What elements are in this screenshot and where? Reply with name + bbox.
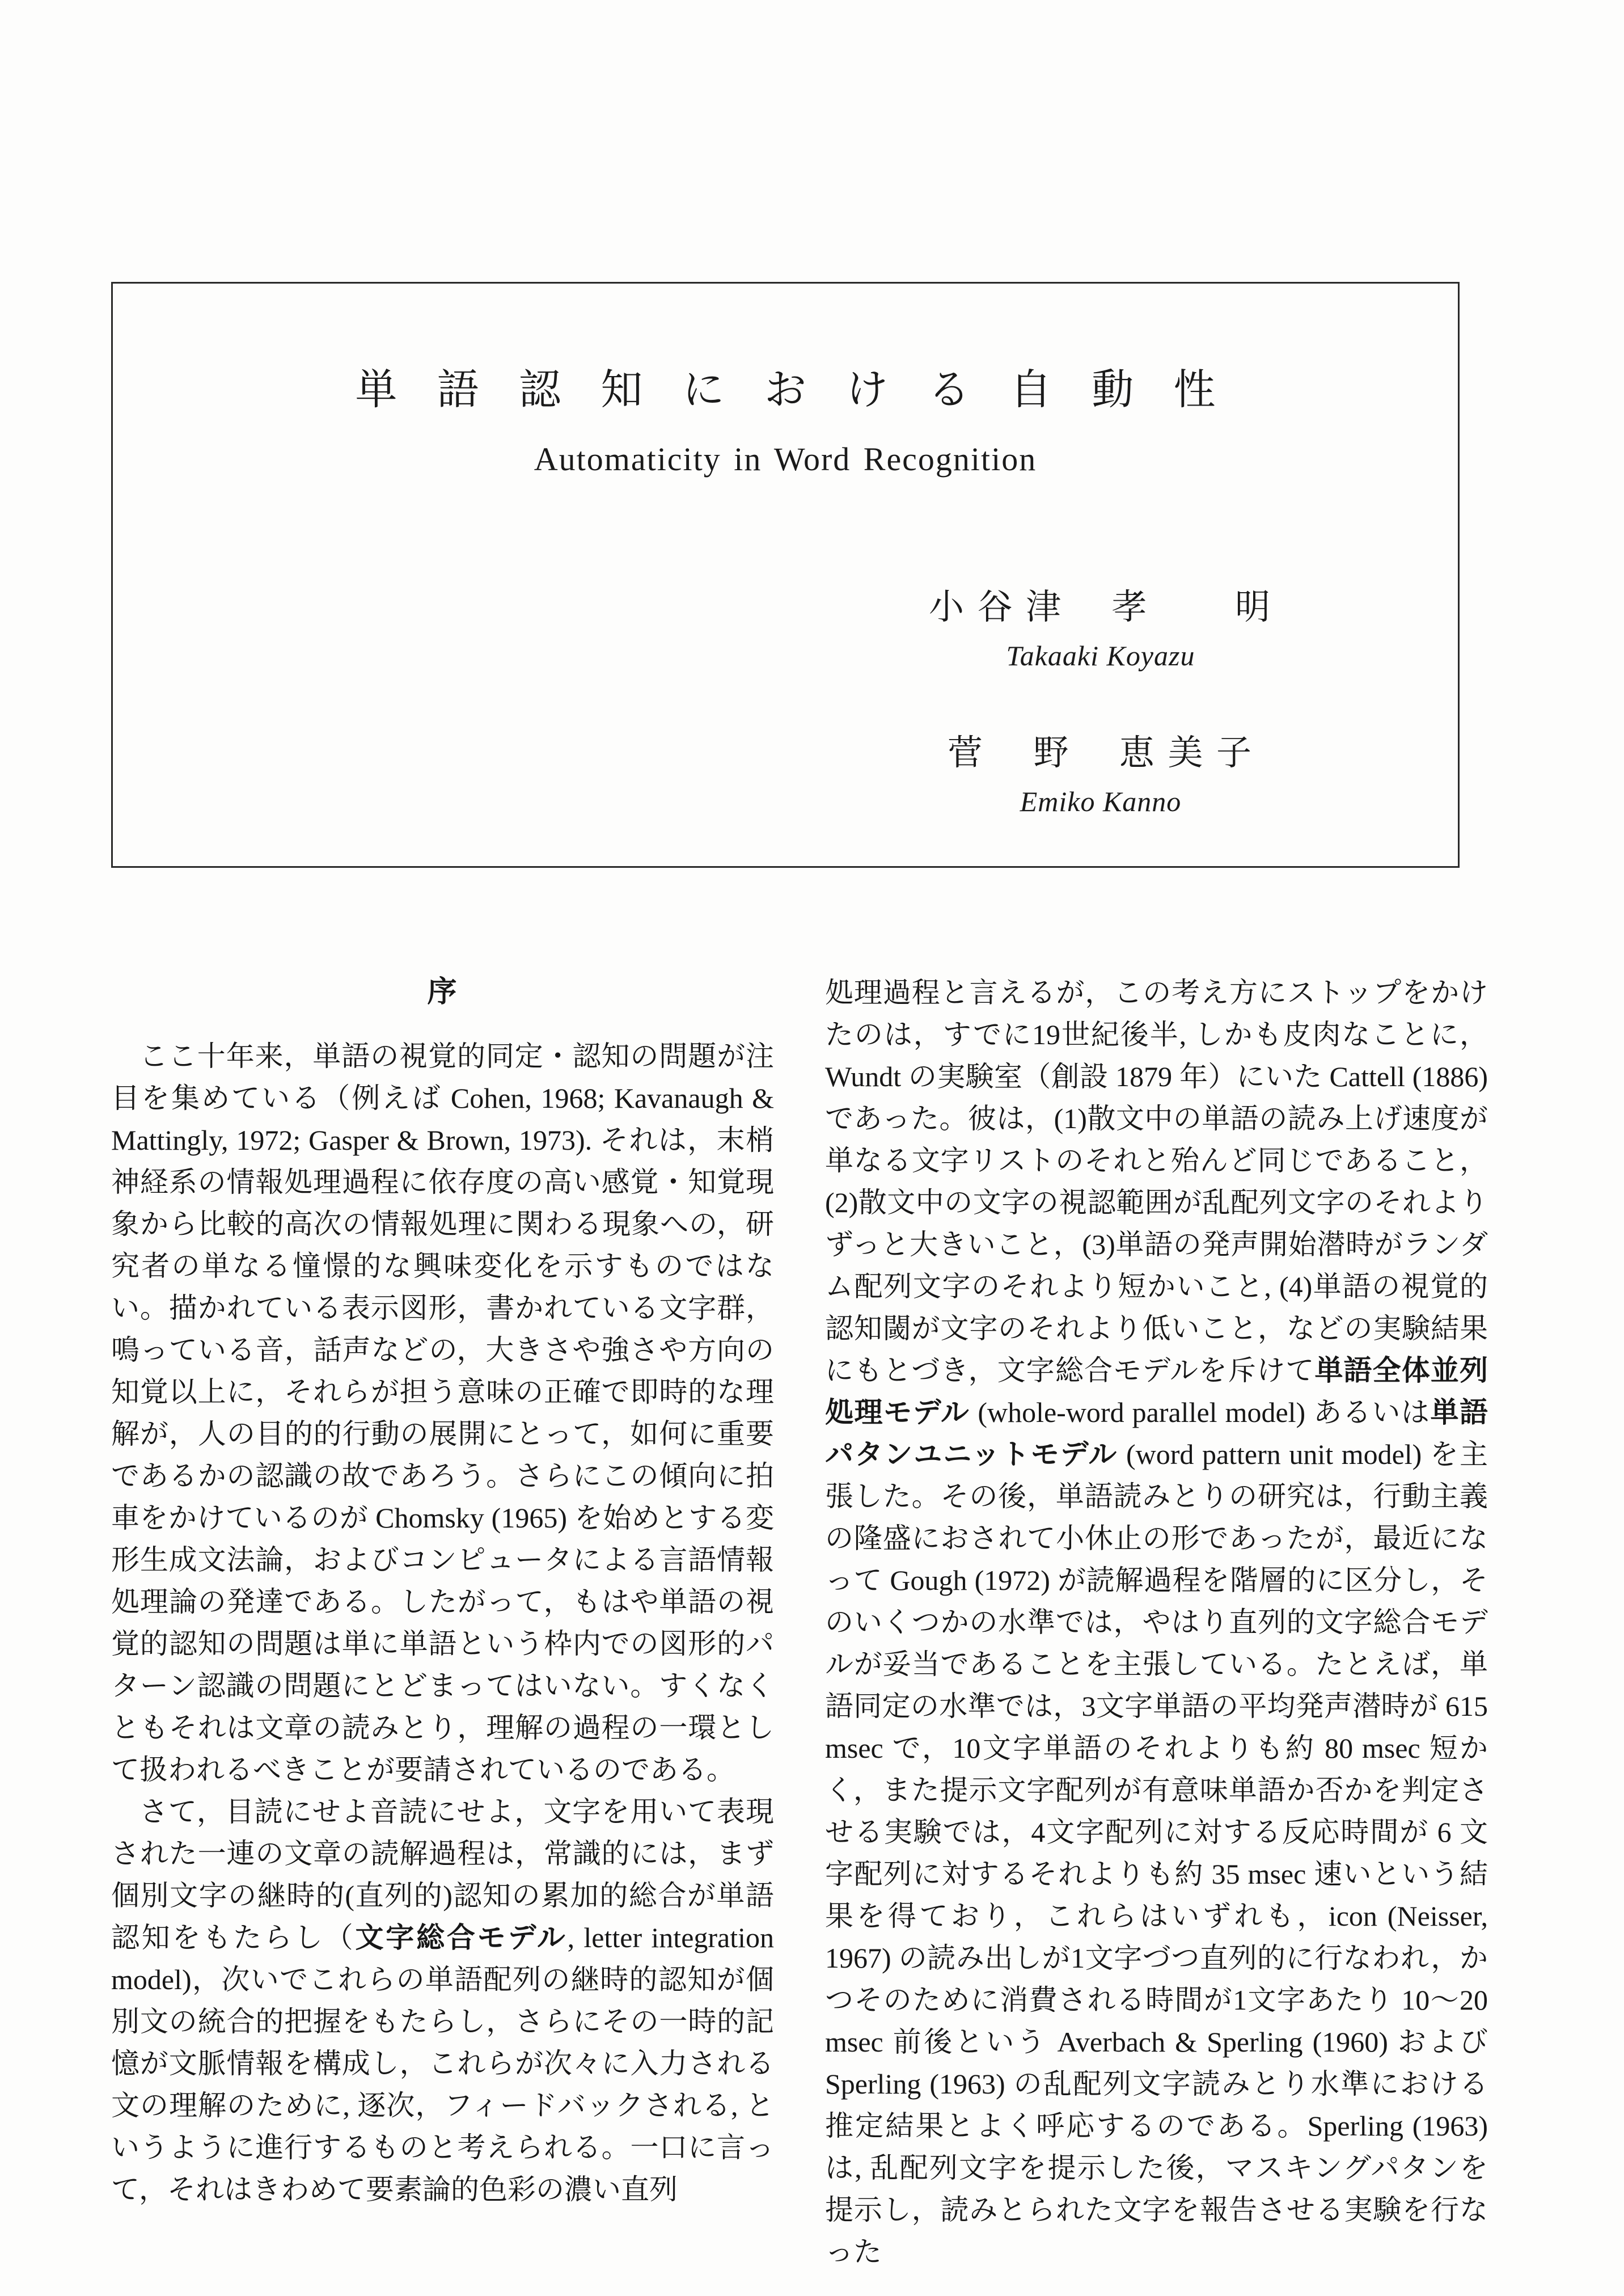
author-1-name-japanese: 小 谷 津 孝 明 (928, 588, 1272, 627)
body-column-right (825, 972, 1488, 2273)
body-columns (111, 972, 1488, 2273)
paragraph-left-2: さて，目読にせよ音読にせよ，文字を用いて表現された一連の文章の読解過程は，常識的には，まず個別文字の継時的(直列的)認知の累加的総合が単語認知をもたらし（文字総合モデル, letter integration model)，次いでこれらの単語配列の継時的認知が個別文の統合的把握をもたらし，さらにその一時的記憶が文脈情報を構成し，これらが次々に入力される文の理解のために, 逐次，フィードバックされる, というように進行するものと考えられる。一口に言って，それはきわめて要素論的色彩の濃い直列 (111, 1796, 775, 2205)
author-block (885, 579, 1316, 870)
body-column-left (111, 972, 774, 2273)
section-heading-preface: 序 (427, 976, 458, 1008)
paper-title-english: Automaticity in Word Recognition (534, 441, 1037, 478)
paper-title-japanese: 単語認知における自動性 (355, 367, 1255, 413)
title-box (111, 282, 1460, 868)
author-1 (885, 579, 1316, 672)
author-2 (885, 724, 1316, 818)
author-2-name-romanized: Emiko Kanno (1020, 786, 1182, 817)
author-1-name-romanized: Takaaki Koyazu (1006, 640, 1195, 672)
paragraph-right-1: 処理過程と言えるが，この考え方にストップをかけたのは，すでに19世紀後半, しかも皮肉なことに，Wundt の実験室（創設 1879 年）にいた Cattell (1886) であった。彼は，(1)散文中の単語の読み上げ速度が単なる文字リストのそれと殆んど同じであること，(2)散文中の文字の視認範囲が乱配列文字のそれよりずっと大きいこと，(3)単語の発声開始潜時がランダム配列文字のそれより短かいこと, (4)単語の視覚的認知閾が文字のそれより低いこと，などの実験結果にもとづき，文字総合モデルを斥けて単語全体並列処理モデル (whole-word parallel model) あるいは単語パタンユニットモデル (word pattern unit model) を主張した。その後，単語読みとりの研究は，行動主義の隆盛におされて小休止の形であったが，最近になって Gough (1972) が読解過程を階層的に区分し，そのいくつかの水準では，やはり直列的文字総合モデルが妥当であることを主張している。たとえば，単語同定の水準では，3文字単語の平均発声潜時が 615 msec で，10文字単語のそれよりも約 80 msec 短かく，また提示文字配列が有意味単語か否かを判定させる実験では，4文字配列に対する反応時間が 6 文字配列に対するそれよりも約 35 msec 速いという結果を得ており，これらはいずれも，icon (Neisser, 1967) の読み出しが1文字づつ直列的に行なわれ，かつそのために消費される時間が1文字あたり 10〜20 msec 前後という Averbach & Sperling (1960) および Sperling (1963) の乱配列文字読みとり水準における推定結果とよく呼応するのである。Sperling (1963) は, 乱配列文字を提示した後，マスキングパタンを提示し，読みとられた文字を報告させる実験を行なった (825, 977, 1488, 2268)
paragraph-left-1: ここ十年来，単語の視覚的同定・認知の問題が注目を集めている（例えば Cohen, 1968; Kavanaugh & Mattingly, 1972; Gasper & Brown, 1973). それは，末梢神経系の情報処理過程に依存度の高い感覚・知覚現象から比較的高次の情報処理に関わる現象への，研究者の単なる憧憬的な興味変化を示すものではない。描かれている表示図形，書かれている文字群，鳴っている音，話声などの，大きさや強さや方向の知覚以上に，それらが担う意味の正確で即時的な理解が，人の目的的行動の展開にとって，如何に重要であるかの認識の故であろう。さらにこの傾向に拍車をかけているのが Chomsky (1965) を始めとする変形生成文法論，およびコンピュータによる言語情報処理論の発達である。したがって，もはや単語の視覚的認知の問題は単に単語という枠内での図形的パターン認識の問題にとどまってはいない。すくなくともそれは文章の読みとり，理解の過程の一環として扱われるべきことが要請されているのである。 (111, 1040, 774, 1786)
author-2-name-japanese: 菅 野 恵 美 子 (947, 734, 1254, 773)
